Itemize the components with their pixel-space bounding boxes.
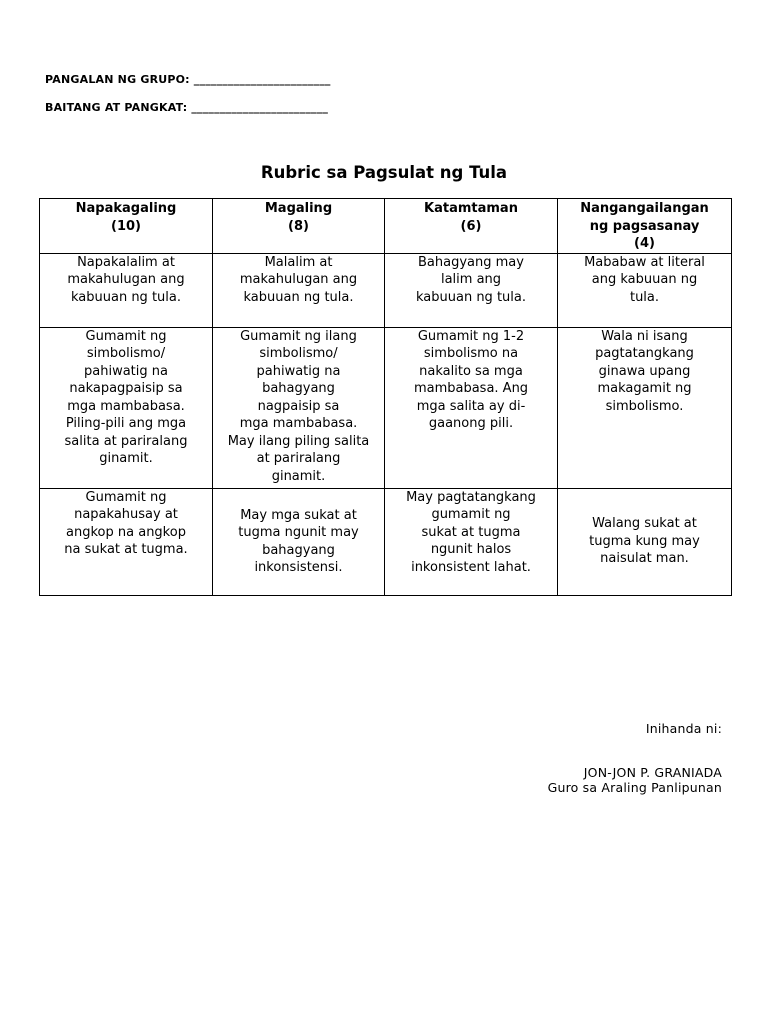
header-row <box>40 199 732 254</box>
header-napakagaling: Napakagaling (10) <box>40 199 213 254</box>
page-title: Rubric sa Pagsulat ng Tula <box>260 163 508 182</box>
table-cell: Gumamit ng simbolismo/ pahiwatig na nakapagpaisip sa mga mambabasa. Piling-pili ang mga salita at pariralang ginamit. <box>40 327 213 488</box>
rubric-table <box>39 198 732 596</box>
table-cell: Mababaw at literal ang kabuuan ng tula. <box>558 253 732 327</box>
grade-section-field: BAITANG AT PANGKAT: ________________________ <box>45 101 329 114</box>
table-cell: Malalim at makahulugan ang kabuuan ng tula. <box>213 253 385 327</box>
table-cell: Bahagyang may lalim ang kabuuan ng tula. <box>385 253 558 327</box>
teacher-position: Guro sa Araling Panlipunan <box>547 780 722 795</box>
header-nangangailangan: Nangangailangan ng pagsasanay (4) <box>558 199 732 254</box>
table-cell: Wala ni isang pagtatangkang ginawa upang makagamit ng simbolismo. <box>558 327 732 488</box>
table-cell: Walang sukat at tugma kung may naisulat man. <box>558 488 732 595</box>
table-cell: May mga sukat at tugma ngunit may bahagyang inkonsistensi. <box>213 488 385 595</box>
table-cell: Gumamit ng napakahusay at angkop na angkop na sukat at tugma. <box>40 488 213 595</box>
table-row <box>40 253 732 327</box>
table-row <box>40 488 732 595</box>
header-katamtaman: Katamtaman (6) <box>385 199 558 254</box>
group-name-field: PANGALAN NG GRUPO: ________________________ <box>45 73 331 86</box>
table-cell: May pagtatangkang gumamit ng sukat at tugma ngunit halos inkonsistent lahat. <box>385 488 558 595</box>
prepared-by-label: Inihanda ni: <box>645 721 722 736</box>
table-cell: Napakalalim at makahulugan ang kabuuan ng tula. <box>40 253 213 327</box>
table-cell: Gumamit ng 1-2 simbolismo na nakalito sa mga mambabasa. Ang mga salita ay di- gaanong pili. <box>385 327 558 488</box>
signature-block <box>548 765 722 795</box>
table-cell: Gumamit ng ilang simbolismo/ pahiwatig na bahagyang nagpaisip sa mga mambabasa. May ilang piling salita at pariralang ginamit. <box>213 327 385 488</box>
table-row <box>40 327 732 488</box>
header-magaling: Magaling (8) <box>213 199 385 254</box>
teacher-name: JON-JON P. GRANIADA <box>583 765 722 780</box>
